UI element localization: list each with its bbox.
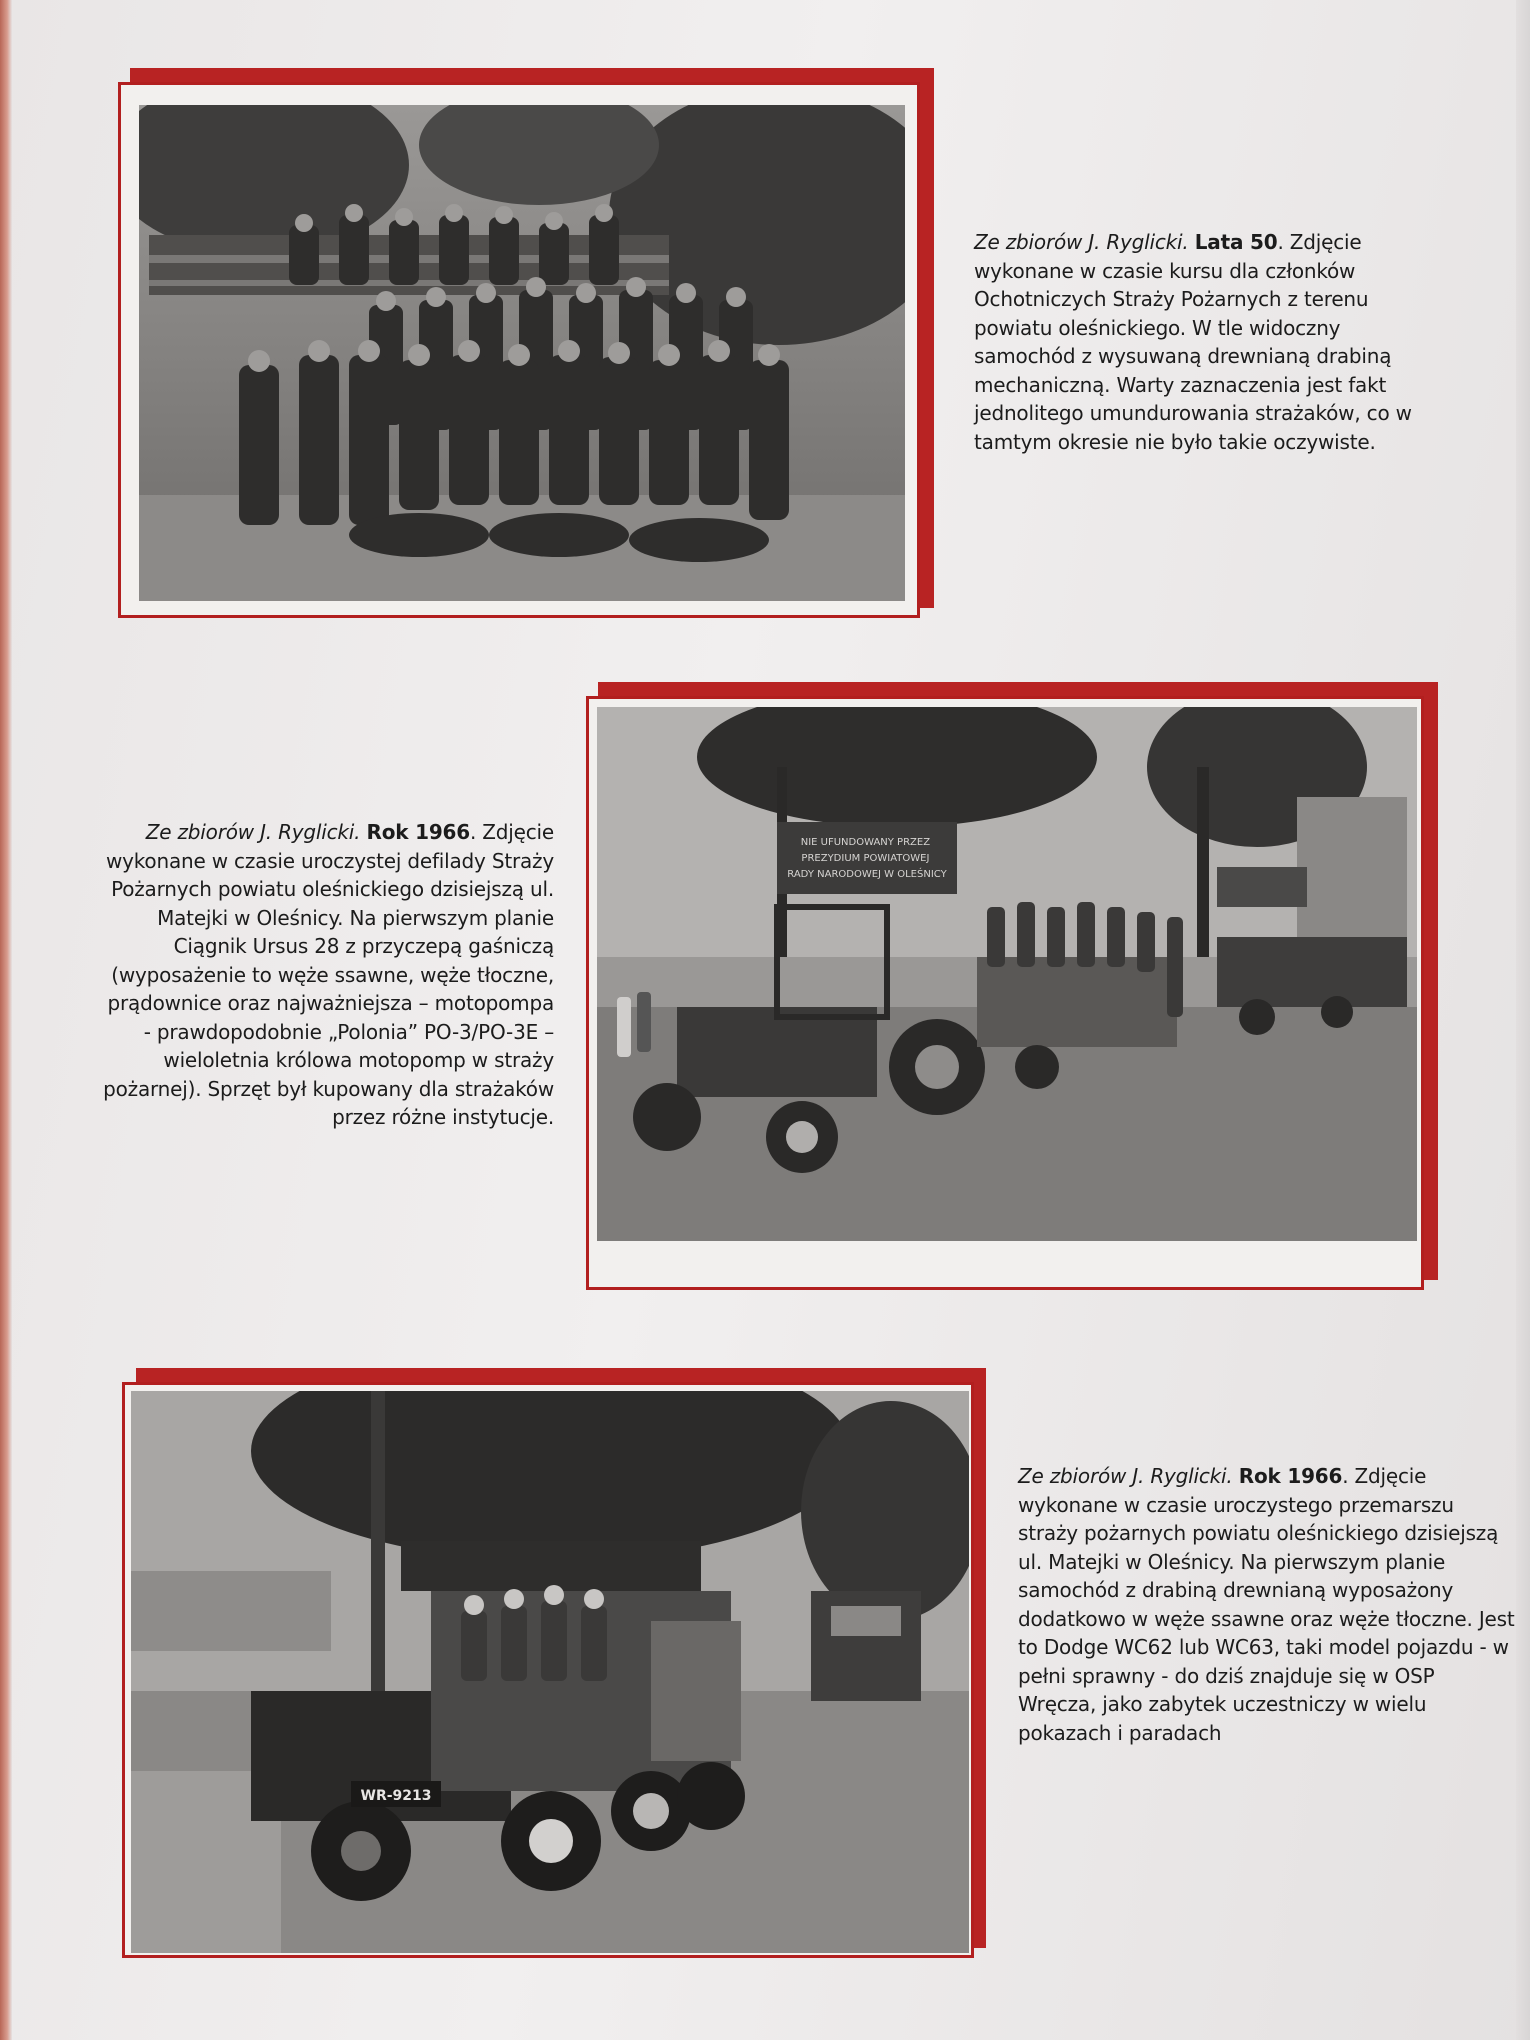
photo-3-image <box>131 1391 969 1953</box>
caption-1-period: Lata 50 <box>1194 230 1278 254</box>
photo-1 <box>118 82 920 618</box>
caption-1-source: Ze zbiorów J. Ryglicki. <box>974 230 1189 254</box>
caption-2-period: Rok 1966 <box>366 820 470 844</box>
caption-1-text: . Zdjęcie wykonane w czasie kursu dla członków Ochotniczych Straży Pożarnych z terenu powiatu oleśnickiego. W tle widoczny samochód z wysuwaną drewnianą drabiną mechaniczną. Warty zaznaczenia jest fakt jednolitego umundurowania strażaków, co w tamtym okresie nie było takie oczywiste. <box>974 230 1412 454</box>
photo-frame-3 <box>122 1368 986 1958</box>
board-left-edge <box>0 0 12 2040</box>
caption-3-text: . Zdjęcie wykonane w czasie uroczystego przemarszu straży pożarnych powiatu oleśnickiego dzisiejszą ul. Matejki w Oleśnicy. Na pierwszym planie samochód z drabiną drewnianą wyposażony dodatkowo w węże ssawne oraz węże tłoczne. Jest to Dodge WC62 lub WC63, taki model pojazdu - w pełni sprawny - do dziś znajduje się w OSP Wręcza, jako zabytek uczestniczy w wielu pokazach i paradach <box>1018 1464 1515 1745</box>
photo-3-plate: WR-9213 <box>360 1788 432 1804</box>
photo-2-banner-text: NIE UFUNDOWANY PRZEZ PREZYDIUM POWIATOWEJ RADY NARODOWEJ W OLEŚNICY <box>787 837 947 880</box>
photo-frame-1 <box>118 68 934 618</box>
caption-1 <box>974 228 1444 456</box>
caption-3-period: Rok 1966 <box>1238 1464 1343 1488</box>
caption-2 <box>100 818 554 1132</box>
photo-3 <box>122 1382 974 1958</box>
board-right-edge <box>1516 0 1530 2040</box>
caption-2-source: Ze zbiorów J. Ryglicki. <box>145 820 361 844</box>
photo-2 <box>586 696 1424 1290</box>
caption-3 <box>1018 1462 1518 1747</box>
caption-2-text: . Zdjęcie wykonane w czasie uroczystej defilady Straży Pożarnych powiatu oleśnickiego dzisiejszą ul. Matejki w Oleśnicy. Na pierwszym planie Ciągnik Ursus 28 z przyczepą gaśniczą (wyposażenie to węże ssawne, węże tłoczne, prądownice oraz najważniejsza – motopompa - prawdopodobnie „Polonia” PO-3/PO-3E – wieloletnia królowa motopomp w straży pożarnej). Sprzęt był kupowany dla strażaków przez różne instytucje. <box>103 820 554 1129</box>
photo-2-image <box>597 707 1417 1241</box>
photo-1-image <box>139 105 905 601</box>
caption-3-source: Ze zbiorów J. Ryglicki. <box>1018 1464 1233 1488</box>
photo-frame-2 <box>586 682 1438 1290</box>
